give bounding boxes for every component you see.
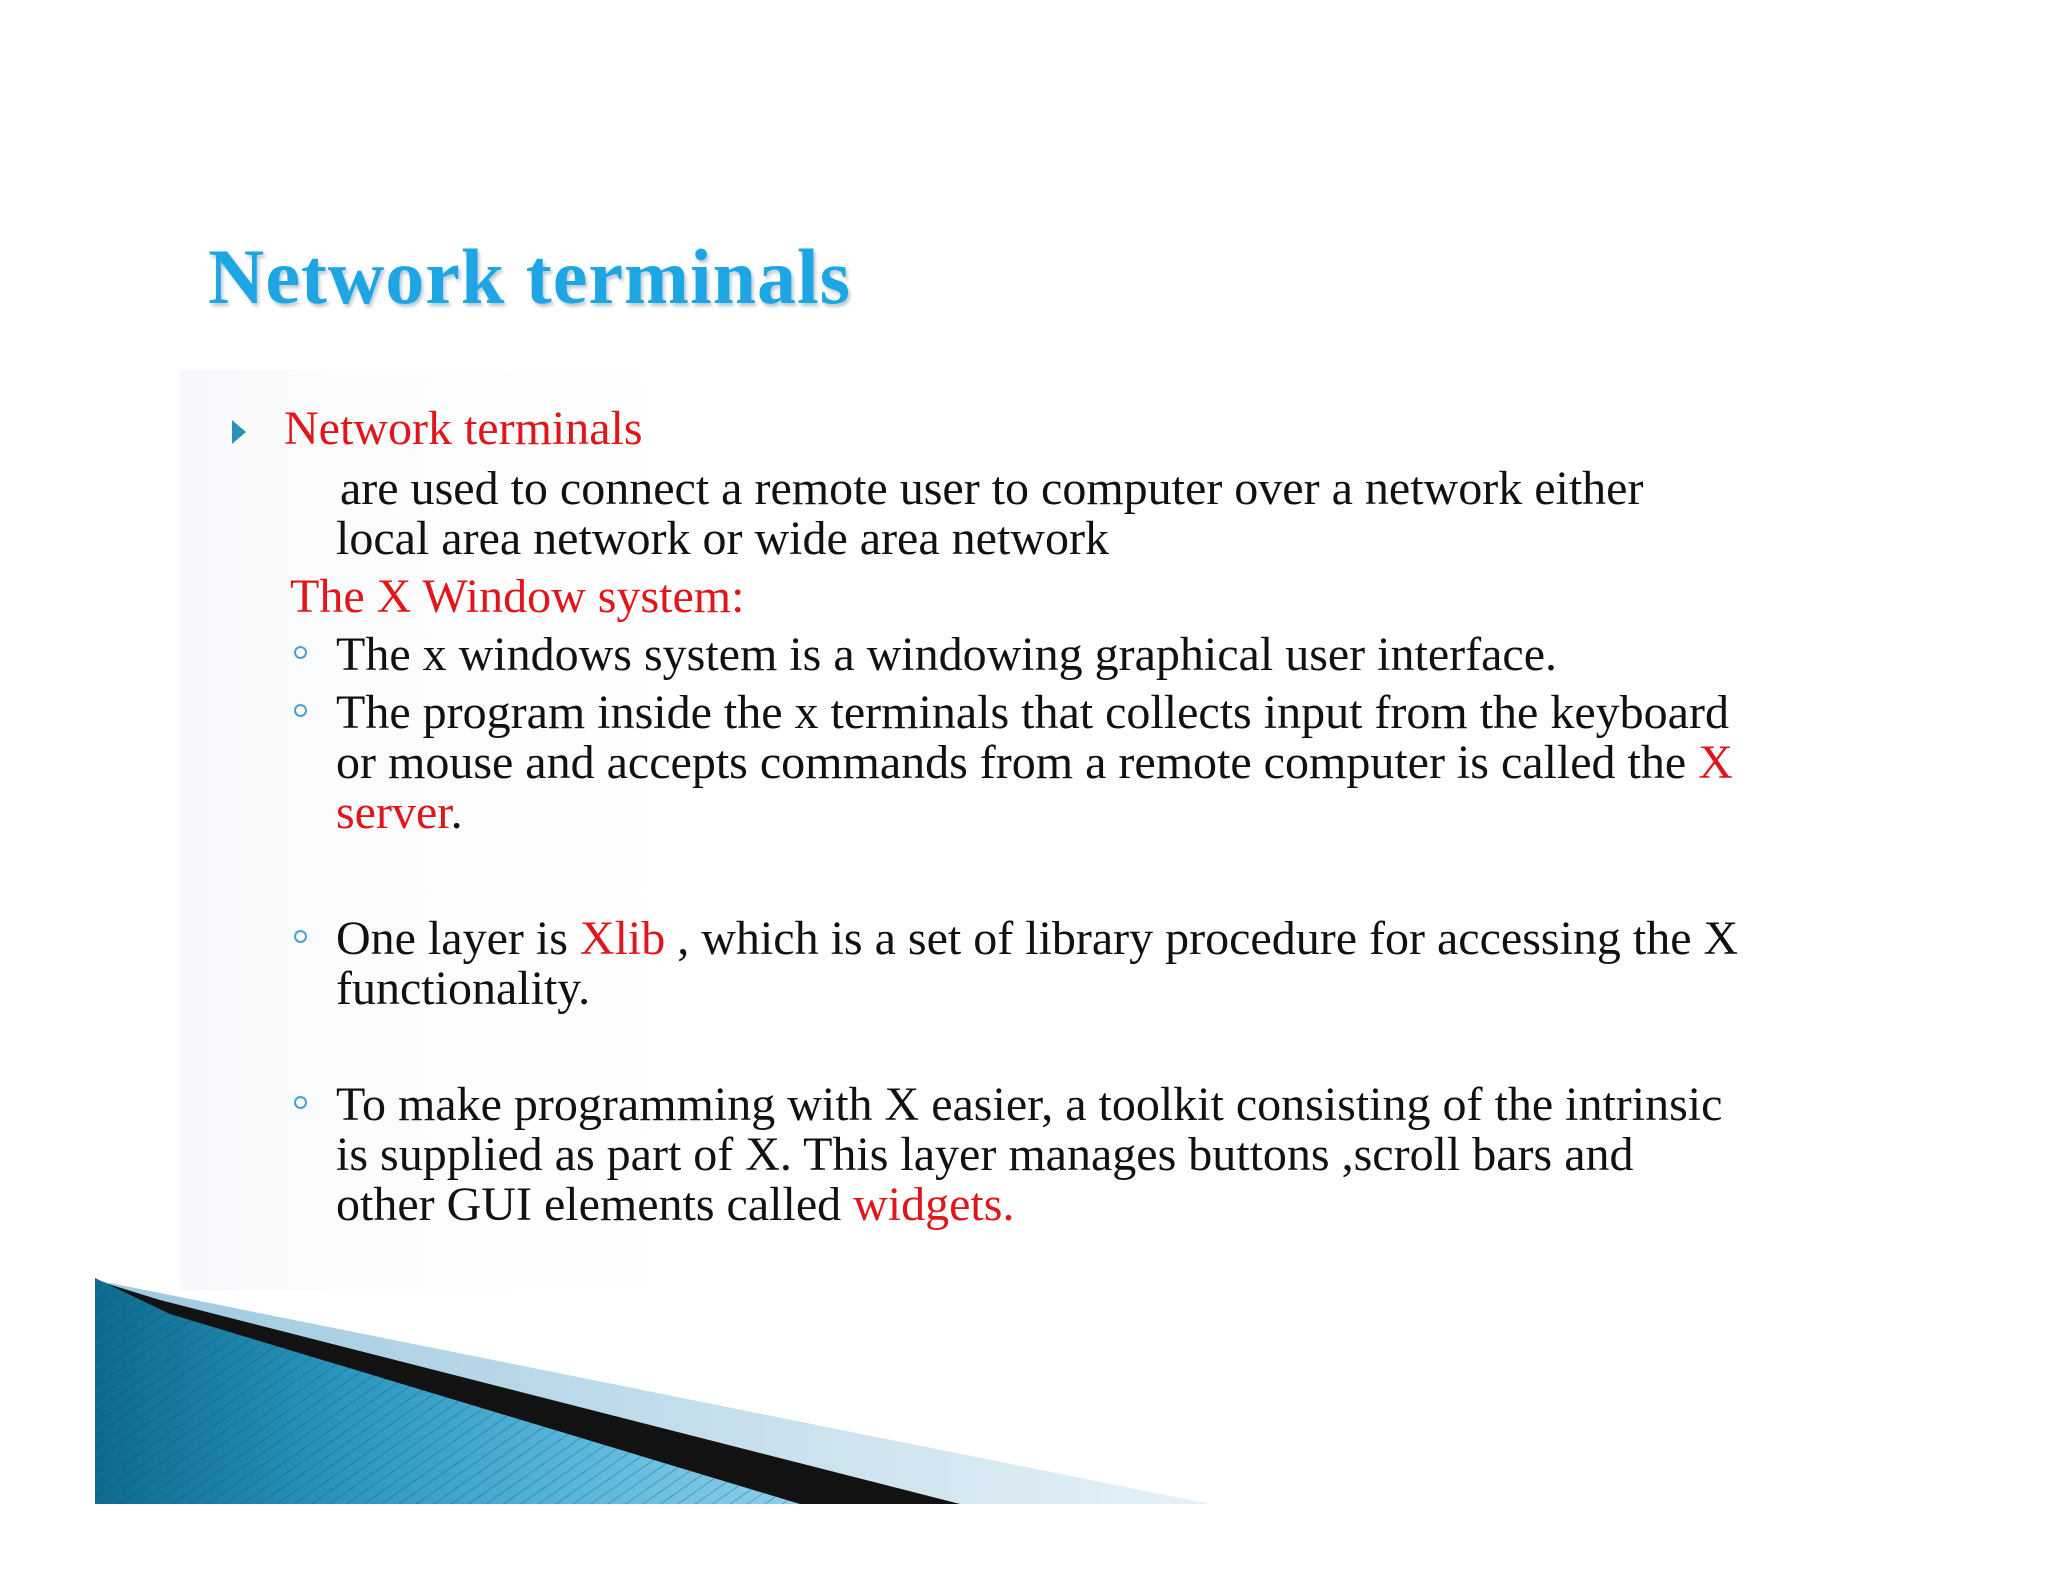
bullet-text-line-2: local area network or wide area network [336, 512, 1109, 565]
circle-bullet-icon [294, 646, 307, 659]
bullet-heading: Network terminals [284, 402, 643, 455]
item-2-line-2: or mouse and accepts commands from a remote computer is called the X [336, 736, 1733, 789]
circle-bullet-icon [294, 930, 307, 943]
bullet-text-line-1: are used to connect a remote user to computer over a network either [340, 462, 1644, 515]
subheading: The X Window system: [290, 570, 745, 623]
slide-title: Network terminals [208, 233, 852, 320]
item-4-line-3: other GUI elements called widgets. [336, 1178, 1015, 1231]
item-2-line-3: server. [336, 786, 463, 839]
circle-bullet-icon [294, 1096, 307, 1109]
item-4-line-2: is supplied as part of X. This layer manages buttons ,scroll bars and [336, 1128, 1634, 1181]
circle-bullet-icon [294, 704, 307, 717]
x-highlight: X [1698, 736, 1733, 789]
triangle-bullet-icon [232, 420, 246, 444]
corner-decoration [0, 1270, 1220, 1510]
item-3-line-1: One layer is Xlib , which is a set of library procedure for accessing the X [336, 912, 1739, 965]
item-2-line-1: The program inside the x terminals that collects input from the keyboard [336, 686, 1729, 739]
xlib-highlight: Xlib [579, 912, 666, 965]
widgets-highlight: widgets. [853, 1178, 1015, 1231]
item-1-line-1: The x windows system is a windowing graphical user interface. [336, 628, 1558, 681]
item-4-line-1: To make programming with X easier, a toolkit consisting of the intrinsic [336, 1078, 1723, 1131]
item-3-line-2: functionality. [336, 962, 591, 1015]
server-highlight: server [336, 786, 451, 839]
